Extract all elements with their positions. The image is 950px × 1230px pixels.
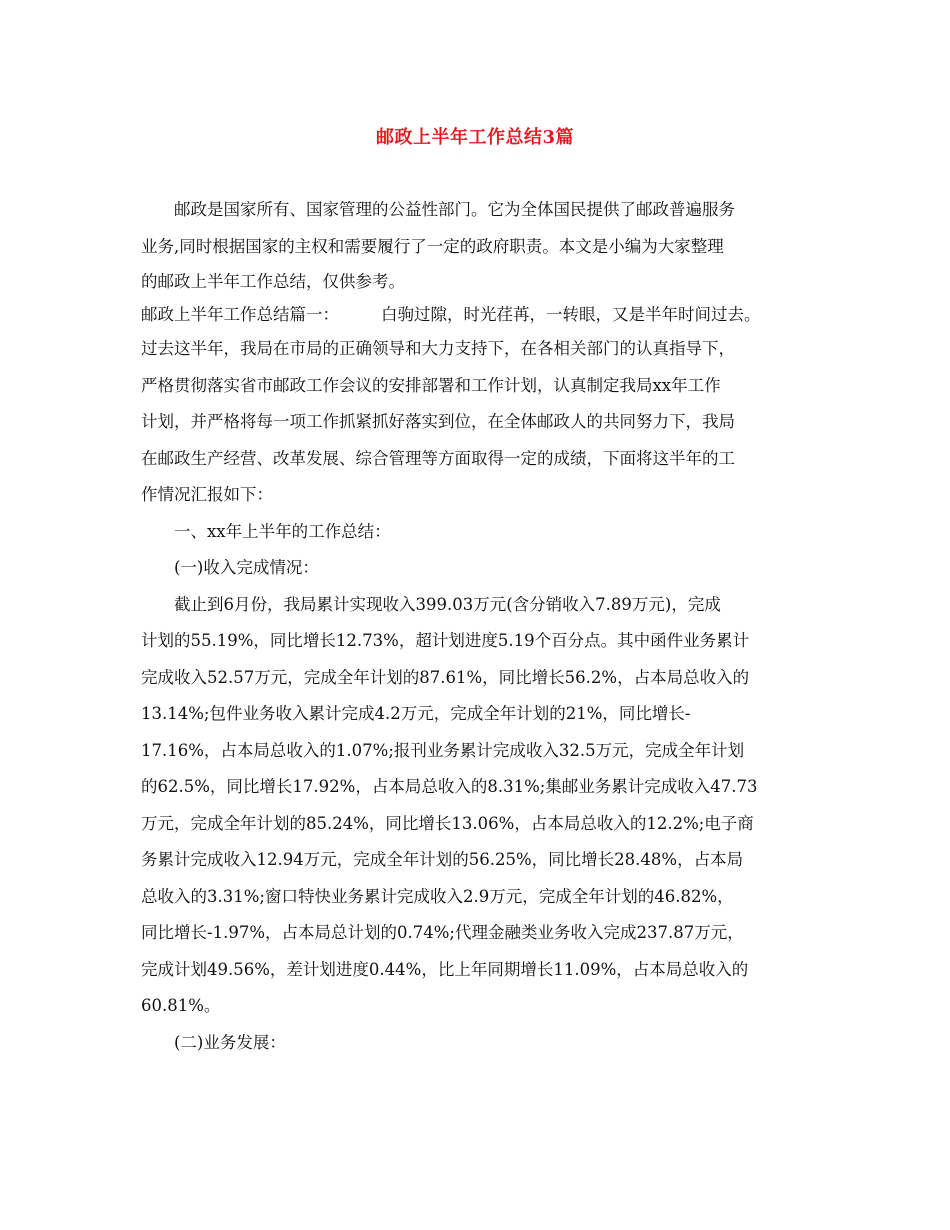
document-title: 邮政上半年工作总结3篇 <box>375 127 575 148</box>
paragraph-line: 13.14%;包件业务收入累计完成4.2万元，完成全年计划的21%，同比增长- <box>141 704 691 723</box>
paragraph-line: 总收入的3.31%;窗口特快业务累计完成收入2.9万元，完成全年计划的46.82%， <box>141 886 734 906</box>
document-body <box>141 192 831 1061</box>
section-heading-line: 邮政上半年工作总结篇一： 白驹过隙，时光荏苒，一转眼，又是半年时间过去。 <box>141 305 761 324</box>
subsection-heading: (一)收入完成情况： <box>174 558 319 577</box>
paragraph-line: 业务,同时根据国家的主权和需要履行了一定的政府职责。本文是小编为大家整理 <box>141 236 724 256</box>
paragraph-line: 60.81%。 <box>141 996 221 1015</box>
paragraph-line: 计划的55.19%，同比增长12.73%，超计划进度5.19个百分点。其中函件业务累计 <box>141 631 750 650</box>
paragraph-line: 邮政是国家所有、国家管理的公益性部门。它为全体国民提供了邮政普遍服务 <box>174 200 735 219</box>
paragraph-line: 的62.5%，同比增长17.92%，占本局总收入的8.31%;集邮业务累计完成收入47.73 <box>141 777 758 796</box>
paragraph-line: 完成计划49.56%，差计划进度0.44%，比上年同期增长11.09%，占本局总收入的 <box>141 959 749 979</box>
section-heading: 一、xx年上半年的工作总结： <box>174 521 391 541</box>
paragraph-line: 过去这半年，我局在市局的正确领导和大力支持下，在各相关部门的认真指导下， <box>141 339 735 358</box>
paragraph-line: 的邮政上半年工作总结，仅供参考。 <box>141 272 405 291</box>
paragraph-line: 在邮政生产经营、改革发展、综合管理等方面取得一定的成绩，下面将这半年的工 <box>141 448 735 468</box>
paragraph-line: 完成收入52.57万元，完成全年计划的87.61%，同比增长56.2%，占本局总收入的 <box>141 667 750 687</box>
paragraph-line: 计划，并严格将每一项工作抓紧抓好落实到位，在全体邮政人的共同努力下，我局 <box>141 412 735 431</box>
paragraph-line: 务累计完成收入12.94万元，完成全年计划的56.25%，同比增长28.48%，占本局 <box>141 850 744 869</box>
paragraph-line: 17.16%，占本局总收入的1.07%;报刊业务累计完成收入32.5万元，完成全年计划 <box>141 740 745 760</box>
paragraph-line: 作情况汇报如下： <box>141 485 273 504</box>
paragraph-line: 截止到6月份，我局累计实现收入399.03万元(含分销收入7.89万元)，完成 <box>174 594 721 614</box>
paragraph-line: 严格贯彻落实省市邮政工作会议的安排部署和工作计划，认真制定我局xx年工作 <box>141 375 721 395</box>
paragraph-line: 同比增长-1.97%，占本局总计划的0.74%;代理金融类业务收入完成237.87万元， <box>141 923 744 942</box>
subsection-heading: (二)业务发展： <box>174 1032 286 1052</box>
paragraph-line: 万元，完成全年计划的85.24%，同比增长13.06%，占本局总收入的12.2%;电子商 <box>141 813 754 833</box>
